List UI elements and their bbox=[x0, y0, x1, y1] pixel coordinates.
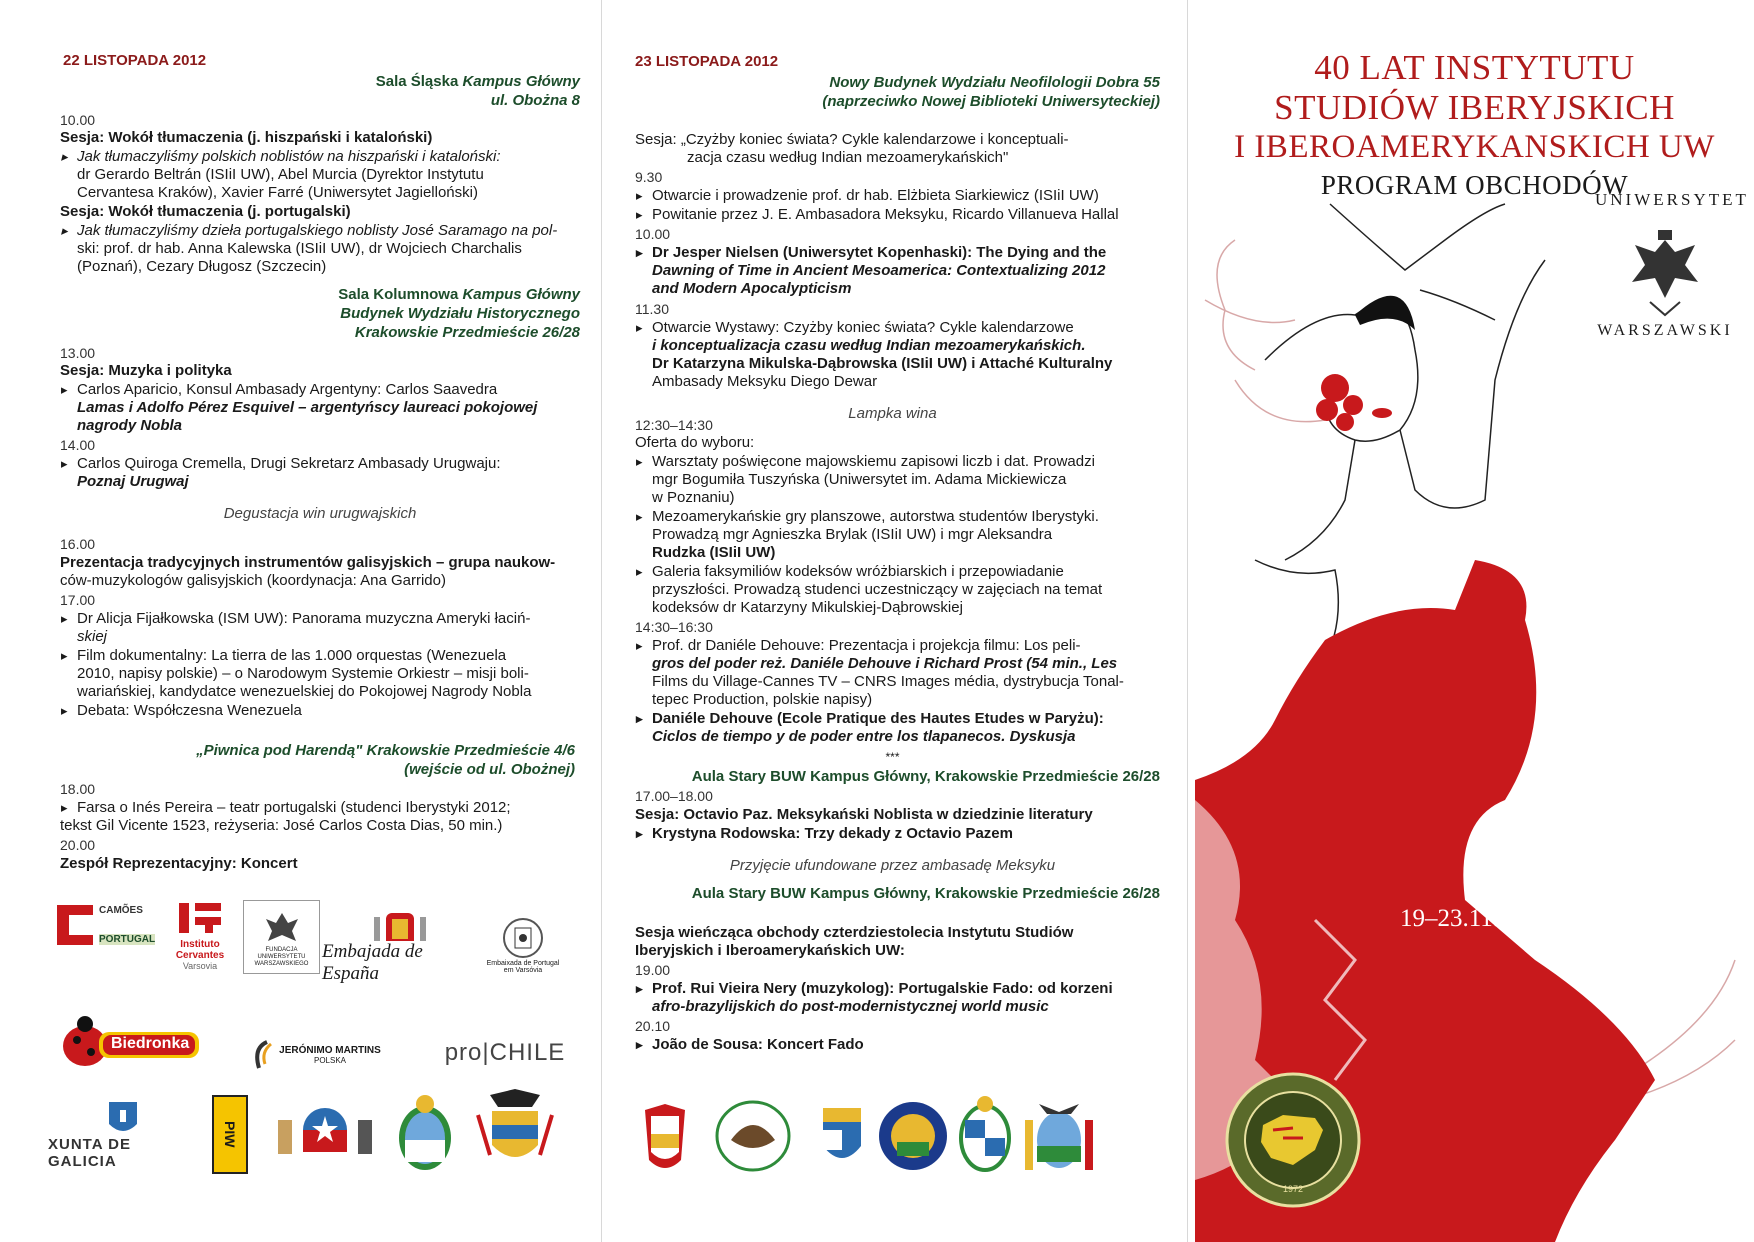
event-dates: 19–23.11.2012 bbox=[1399, 905, 1550, 932]
list-item: ▸ Mezoamerykańskie gry planszowe, autorstwa studentów Iberystyki. bbox=[652, 508, 1099, 526]
venue-heading: Sala Śląska Kampus Główny ul. Obożna 8 bbox=[375, 73, 580, 109]
argentina-coat-of-arms-icon bbox=[390, 1090, 460, 1175]
list-item-text: Ambasady Meksyku Diego Dewar bbox=[652, 373, 878, 390]
time-label: 9.30 bbox=[635, 169, 663, 185]
galicia-shield-icon bbox=[106, 1100, 140, 1136]
biedronka-logo: Biedronka bbox=[55, 1010, 205, 1070]
jm-mark-icon bbox=[249, 1038, 275, 1072]
time-label: 12:30–14:30 bbox=[635, 417, 713, 433]
list-item: ▸ Dr Alicja Fijałkowska (ISM UW): Panorama muzyczna Ameryki łaciń- bbox=[77, 610, 530, 628]
list-item: ▸ Warsztaty poświęcone majowskiemu zapisowi liczb i dat. Prowadzi bbox=[652, 453, 1095, 471]
ecuador-coat-of-arms-icon bbox=[1025, 1104, 1093, 1170]
fold-line bbox=[1187, 0, 1188, 1242]
university-seal: UNIWERSYTET WARSZAWSKI bbox=[1590, 190, 1740, 350]
list-item: ▸ Jak tłumaczyliśmy dzieła portugalskiego noblisty José Saramago na pol- bbox=[77, 222, 557, 240]
cover-subtitle: PROGRAM OBCHODÓW bbox=[1320, 170, 1629, 200]
time-label: 14.00 bbox=[60, 437, 96, 453]
event-title: Zespół Reprezentacyjny: Koncert bbox=[60, 855, 298, 872]
list-item-text: dr Gerardo Beltrán (ISIiI UW), Abel Murcia (Dyrektor Instytutu bbox=[77, 166, 484, 183]
event-title: Prezentacja tradycyjnych instrumentów galisyjskich – grupa naukow- bbox=[60, 554, 556, 571]
venue-heading: Nowy Budynek Wydziału Neofilologii Dobra 55 (naprzeciwko Nowej Biblioteki Uniwersyteckiej) bbox=[822, 74, 1160, 110]
list-item: ▸ Otwarcie i prowadzenie prof. dr hab. Elżbieta Siarkiewicz (ISIiI UW) bbox=[652, 187, 1099, 205]
reception-note: Przyjęcie ufundowane przez ambasadę Meksyku bbox=[729, 857, 1056, 874]
list-item-text: w Poznaniu) bbox=[652, 489, 735, 506]
list-item-text: Dawning of Time in Ancient Mesoamerica: Contextualizing 2012 bbox=[652, 262, 1106, 279]
cover-title-line3: I IBEROAMERYKANSKICH UW bbox=[1234, 129, 1715, 165]
session-title-cont: Iberyjskich i Iberoamerykańskich UW: bbox=[635, 942, 905, 959]
list-item: ▸ Galeria faksymiliów kodeksów wróżbiarskich i przepowiadanie bbox=[652, 563, 1064, 581]
session-title: Sesja: Wokół tłumaczenia (j. portugalski) bbox=[60, 203, 351, 220]
cuba-coat-of-arms-icon bbox=[823, 1108, 861, 1158]
time-label: 11.30 bbox=[635, 301, 669, 317]
prochile-logo: pro|CHILE bbox=[444, 1039, 566, 1066]
date-heading: 22 LISTOPADA 2012 bbox=[63, 52, 207, 69]
separator-stars: *** bbox=[885, 750, 900, 764]
list-item: ▸ Powitanie przez J. E. Ambasadora Meksyku, Ricardo Villanueva Hallal bbox=[652, 206, 1119, 224]
list-item-text: Prowadzą mgr Agnieszka Brylak (ISIiI UW) i mgr Aleksandra bbox=[652, 526, 1053, 543]
bolivia-coat-of-arms-icon bbox=[879, 1102, 947, 1170]
list-item: ▸ Jak tłumaczyliśmy polskich noblistów na hiszpański i kataloński: bbox=[77, 148, 501, 166]
session-title: Sesja: Octavio Paz. Meksykański Noblista w dziedzinie literatury bbox=[635, 806, 1093, 823]
time-label: 17.00 bbox=[60, 592, 96, 608]
list-item: ▸ Dr Jesper Nielsen (Uniwersytet Kopenhaski): The Dying and the bbox=[652, 244, 1106, 262]
session-title: Sesja wieńcząca obchody czterdziestolecia Instytutu Studiów bbox=[635, 924, 1074, 941]
list-item: ▸ Debata: Współczesna Wenezuela bbox=[77, 702, 302, 720]
time-label: 20.10 bbox=[635, 1018, 671, 1034]
portuguese-arms-icon bbox=[499, 916, 547, 960]
institute-badge: 1972 bbox=[1223, 1070, 1363, 1210]
eagle-icon bbox=[262, 907, 302, 947]
list-item: ▸ Otwarcie Wystawy: Czyżby koniec świata? Cykle kalendarzowe bbox=[652, 319, 1074, 337]
list-item-text: Ciclos de tiempo y de poder entre los tlapanecos. Dyskusja bbox=[652, 728, 1076, 745]
list-item-text: Rudzka (ISIiI UW) bbox=[652, 544, 776, 561]
list-item-text: and Modern Apocalypticism bbox=[652, 280, 852, 297]
event-title-cont: ców-muzykologów galisyjskich (koordynacja: Ana Garrido) bbox=[60, 572, 446, 589]
list-item-text: tepec Production, polskie napisy) bbox=[652, 691, 873, 708]
list-item: ▸ Carlos Aparicio, Konsul Ambasady Argentyny: Carlos Saavedra bbox=[77, 381, 497, 399]
list-item-text: afro-brazylijskich do post-modernistycznej world music bbox=[652, 998, 1049, 1015]
wine-note: Lampka wina bbox=[848, 405, 937, 422]
embajada-espana-logo: Embajada de España bbox=[322, 905, 477, 985]
lips-icon bbox=[1372, 408, 1392, 418]
list-item: ▸ João de Sousa: Koncert Fado bbox=[652, 1036, 864, 1054]
list-item-text: ski: prof. dr hab. Anna Kalewska (ISIiI UW), dr Wojciech Charchalis bbox=[77, 240, 522, 257]
list-item: ▸ Daniéle Dehouve (Ecole Pratique des Hautes Etudes w Paryżu): bbox=[652, 710, 1104, 728]
venue-heading: Aula Stary BUW Kampus Główny, Krakowskie Przedmieście 26/28 bbox=[691, 768, 1160, 785]
instituto-cervantes-logo: Instituto Cervantes Varsovia bbox=[165, 895, 235, 975]
list-item: ▸ Prof. Rui Vieira Nery (muzykolog): Portugalskie Fado: od korzeni bbox=[652, 980, 1113, 998]
venue-heading: Sala Kolumnowa Kampus Główny Budynek Wydziału Historycznego Krakowskie Przedmieście 26/28 bbox=[338, 286, 580, 341]
venue-heading: Aula Stary BUW Kampus Główny, Krakowskie Przedmieście 26/28 bbox=[691, 885, 1160, 902]
spanish-coat-of-arms-icon bbox=[370, 905, 430, 941]
time-label: 17.00–18.00 bbox=[635, 788, 713, 804]
list-item-text: Dr Katarzyna Mikulska-Dąbrowska (ISIiI UW) i Attaché Kulturalny bbox=[652, 355, 1113, 372]
list-item-text: Cervantesa Kraków), Xavier Farré (Uniwersytet Jagielloński) bbox=[77, 184, 478, 201]
time-label: 20.00 bbox=[60, 837, 96, 853]
fundacja-uw-logo: FUNDACJA UNIWERSYTETU WARSZAWSKIEGO bbox=[243, 900, 320, 974]
list-item-text: Poznaj Urugwaj bbox=[77, 473, 189, 490]
colombia-coat-of-arms-icon bbox=[470, 1085, 560, 1175]
panel-cover bbox=[1195, 0, 1754, 1242]
date-heading: 23 LISTOPADA 2012 bbox=[635, 53, 779, 70]
list-item-text: wariańskiej, kandydatce wenezuelskiej do Pokojowej Nagrody Nobla bbox=[77, 683, 532, 700]
list-item-text: przyszłości. Prowadzą studenci uczestniczący w zajęciach na temat bbox=[652, 581, 1103, 598]
time-label: 10.00 bbox=[60, 112, 96, 128]
list-item-text: (Poznań), Cezary Długosz (Szczecin) bbox=[77, 258, 327, 275]
time-label: 18.00 bbox=[60, 781, 96, 797]
chile-coat-of-arms-icon bbox=[270, 1090, 380, 1170]
list-item: ▸ Prof. dr Daniéle Dehouve: Prezentacja i projekcja filmu: Los peli- bbox=[652, 637, 1081, 655]
cover-title-line2: STUDIÓW IBERYJSKICH bbox=[1274, 88, 1675, 127]
flower-icon bbox=[1316, 374, 1363, 431]
tasting-note: Degustacja win urugwajskich bbox=[223, 505, 417, 522]
jeronimo-martins-logo: JERÓNIMO MARTINS POLSKA bbox=[235, 1035, 395, 1075]
time-label: 14:30–16:30 bbox=[635, 619, 713, 635]
list-item-text: tekst Gil Vicente 1523, reżyseria: José Carlos Costa Dias, 50 min.) bbox=[60, 817, 503, 834]
list-item-text: mgr Bogumiła Tuszyńska (Uniwersytet im. Adama Mickiewicza bbox=[652, 471, 1067, 488]
time-label: 16.00 bbox=[60, 536, 96, 552]
list-item-text: i konceptualizacja czasu według Indian mezoamerykańskich. bbox=[652, 337, 1086, 354]
cover-title-line1: 40 LAT INSTYTUTU bbox=[1314, 48, 1635, 87]
list-item-text: gros del poder reż. Daniéle Dehouve i Richard Prost (54 min., Les bbox=[652, 655, 1118, 672]
piw-logo: PIW bbox=[212, 1095, 248, 1174]
coats-of-arms-row bbox=[635, 1090, 1165, 1180]
session-title: Sesja: Wokół tłumaczenia (j. hiszpański i kataloński) bbox=[60, 129, 433, 146]
list-item: ▸ Krystyna Rodowska: Trzy dekady z Octavio Pazem bbox=[652, 825, 1013, 843]
session-title: Sesja: Muzyka i polityka bbox=[60, 362, 232, 379]
xunta-galicia-logo: XUNTA DE GALICIA bbox=[48, 1100, 198, 1170]
options-label: Oferta do wyboru: bbox=[635, 434, 755, 451]
mexico-coat-of-arms-icon bbox=[717, 1102, 789, 1170]
list-item: ▸ Film dokumentalny: La tierra de las 1.000 orquestas (Wenezuela bbox=[77, 647, 506, 665]
uruguay-coat-of-arms-icon bbox=[961, 1096, 1009, 1170]
embaixada-portugal-logo: Embaixada de Portugal em Varsóvia bbox=[478, 905, 568, 985]
list-item-text: nagrody Nobla bbox=[77, 417, 183, 434]
list-item-text: Lamas i Adolfo Pérez Esquivel – argentyńscy laureaci pokojowej bbox=[77, 399, 538, 416]
list-item-text: skiej bbox=[77, 628, 108, 645]
time-label: 10.00 bbox=[635, 226, 671, 242]
list-item: ▸ Carlos Quiroga Cremella, Drugi Sekretarz Ambasady Urugwaju: bbox=[77, 455, 501, 473]
list-item: ▸ Farsa o Inés Pereira – teatr portugalski (studenci Iberystyki 2012; bbox=[77, 799, 511, 817]
list-item-text: Films du Village-Cannes TV – CNRS Images média, dystrybucja Tonal- bbox=[652, 673, 1124, 690]
peru-coat-of-arms-icon bbox=[645, 1104, 685, 1168]
time-label: 19.00 bbox=[635, 962, 671, 978]
time-label: 13.00 bbox=[60, 345, 96, 361]
camoes-logo: CAMÕES PORTUGAL bbox=[55, 900, 155, 950]
venue-heading: „Piwnica pod Harendą" Krakowskie Przedmieście 4/6 (wejście od ul. Obożnej) bbox=[196, 742, 575, 778]
cervantes-mark-icon bbox=[175, 899, 225, 939]
fold-line bbox=[601, 0, 602, 1242]
session-title: Sesja: „Czyżby koniec świata? Cykle kalendarzowe i konceptuali- bbox=[635, 131, 1069, 148]
session-title-cont: zacja czasu według Indian mezoamerykańskich" bbox=[687, 149, 1009, 166]
list-item-text: kodeksów dr Katarzyny Mikulskiej-Dąbrowskiej bbox=[652, 599, 963, 616]
list-item-text: 2010, napisy polskie) – o Narodowym Systemie Orkiestr – misji boli- bbox=[77, 665, 529, 682]
